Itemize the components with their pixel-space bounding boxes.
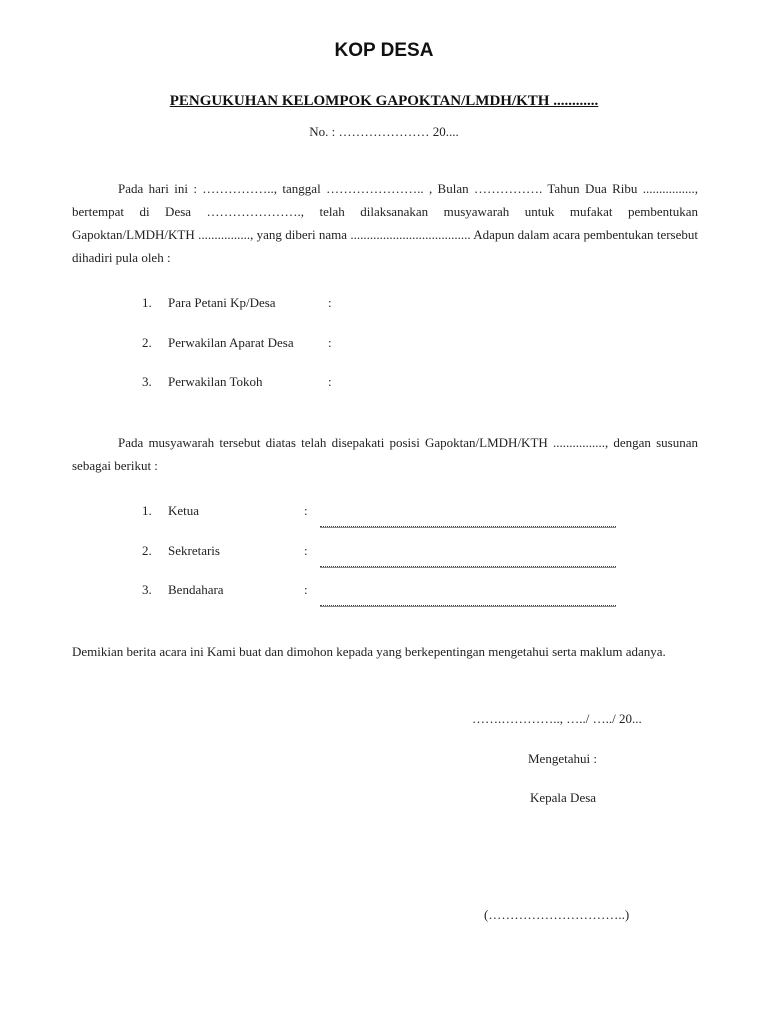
position-label: Ketua (168, 503, 200, 518)
attendee-label: Perwakilan Aparat Desa (168, 335, 294, 350)
list-colon: : (304, 582, 308, 597)
opening-paragraph-text: Pada hari ini : …………….., tanggal ………………….. , Bulan ……………. Tahun Dua Ribu ................, bertempat di Desa …………………., telah dilaksanakan musyawarah untuk mufakat pembentukan Gapoktan/LMDH/KTH ................, yang diberi nama ..................................... Adapun dalam acara pembentukan tersebut dihadiri pula oleh : (72, 181, 698, 265)
signature-acknowledge: Mengetahui : (528, 751, 597, 766)
list-number: 2. (142, 335, 152, 350)
ketua-fill-line[interactable] (320, 526, 616, 527)
list-colon: : (328, 374, 332, 389)
closing-paragraph: Demikian berita acara ini Kami buat dan dimohon kepada yang berkepentingan mengetahui serta maklum adanya. (72, 644, 666, 659)
list-colon: : (304, 543, 308, 558)
list-number: 2. (142, 543, 152, 558)
list-number: 1. (142, 503, 152, 518)
list-number: 3. (142, 582, 152, 597)
list-number: 3. (142, 374, 152, 389)
document-number: No. : ………………… 20.... (309, 124, 459, 139)
opening-paragraph (72, 177, 698, 269)
document-title: PENGUKUHAN KELOMPOK GAPOKTAN/LMDH/KTH ............ (169, 93, 599, 109)
signature-name: (…………………………..) (484, 907, 630, 922)
agreement-paragraph (72, 431, 698, 477)
agreement-paragraph-text: Pada musyawarah tersebut diatas telah disepakati posisi Gapoktan/LMDH/KTH ................, dengan susunan sebagai berikut : (72, 435, 698, 473)
attendee-label: Perwakilan Tokoh (168, 374, 263, 389)
list-number: 1. (142, 295, 152, 310)
position-label: Bendahara (168, 582, 224, 597)
attendee-label: Para Petani Kp/Desa (168, 295, 276, 310)
list-colon: : (304, 503, 308, 518)
sekretaris-fill-line[interactable] (320, 566, 616, 567)
position-label: Sekretaris (168, 543, 220, 558)
list-colon: : (328, 295, 332, 310)
signature-date: …….………….., …../ …../ 20... (472, 711, 642, 726)
list-colon: : (328, 335, 332, 350)
signature-role: Kepala Desa (530, 790, 597, 805)
bendahara-fill-line[interactable] (320, 605, 616, 606)
letterhead-title: KOP DESA (334, 40, 434, 61)
